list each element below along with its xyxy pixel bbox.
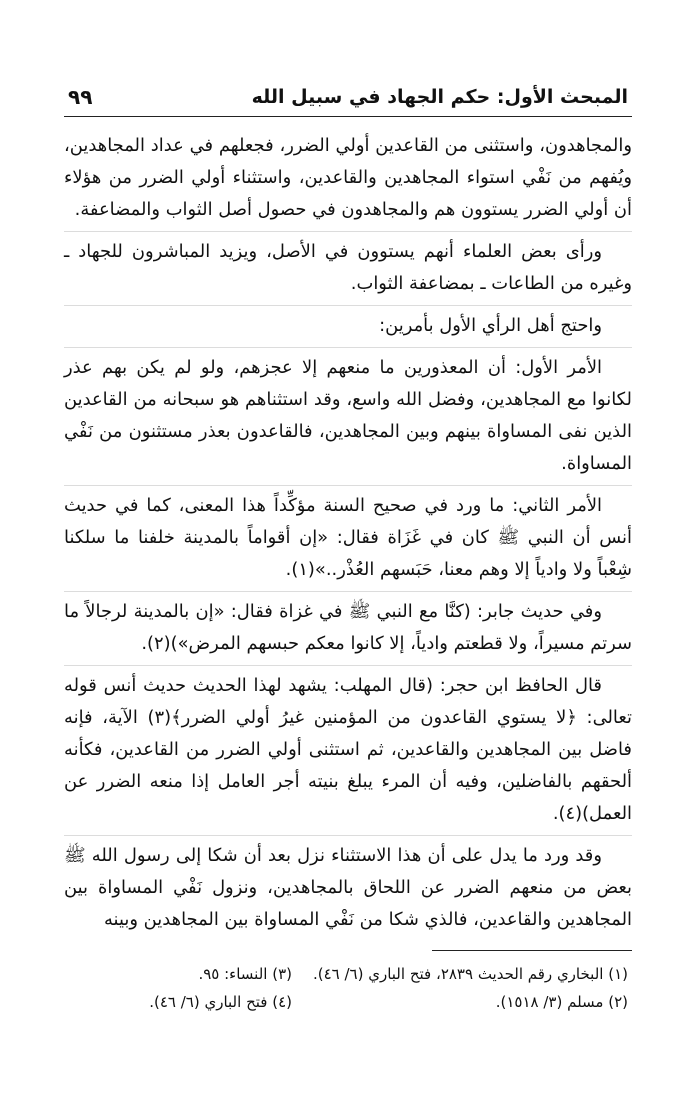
paragraph-8: وقد ورد ما يدل على أن هذا الاستثناء نزل بعد أن شكا إلى رسول الله ﷺ بعض من منعهم الضرر عن اللحاق بالمجاهدين، ونزول نَفْي المساواة بين المجاهدين والقاعدين، فالذي شكا من نَفْي المساواة بين المجاهدين وبينه [64, 835, 632, 936]
footnote-4: (٤) فتح الباري (٦/ ٤٦). [149, 993, 292, 1011]
main-text [64, 130, 632, 941]
footnote-2: (٢) مسلم (٣/ ١٥١٨). [495, 993, 628, 1011]
paragraph-5: الأمر الثاني: ما ورد في صحيح السنة مؤكِّداً هذا المعنى، كما في حديث أنس أن النبي ﷺ كان في غَزَاة فقال: «إن أقواماً بالمدينة خلفنا ما سلكنا شِعْباً ولا وادياً إلا وهم معنا، حَبَسهم العُذْر..»(١). [64, 485, 632, 586]
paragraph-4: الأمر الأول: أن المعذورين ما منعهم إلا عجزهم، ولو لم يكن بهم عذر لكانوا مع المجاهدين، وفضل الله واسع، وقد استثناهم هو سبحانه من القاعدين الذين نفى المساواة بينهم وبين المجاهدين، فالقاعدون بعذر مستثنون من نَفْي المساواة. [64, 347, 632, 480]
running-header [64, 82, 632, 112]
page-number: ٩٩ [68, 85, 93, 109]
footnote-divider [432, 950, 632, 951]
footnote-3: (٣) النساء: ٩٥. [198, 965, 292, 983]
footnote-1: (١) البخاري رقم الحديث ٢٨٣٩، فتح الباري (٦/ ٤٦). [312, 965, 628, 983]
paragraph-1: والمجاهدون، واستثنى من القاعدين أولي الضرر، فجعلهم في عداد المجاهدين، ويُفهم من نَفْي استواء المجاهدين والقاعدين، واستثناء أولي الضرر من هؤلاء أن أولي الضرر يستوون هم والمجاهدون في حصول أصل الثواب والمضاعفة. [64, 135, 632, 220]
chapter-title: المبحث الأول: حكم الجهاد في سبيل الله [251, 86, 628, 108]
footnote-row [64, 960, 632, 988]
header-divider [64, 116, 632, 117]
paragraph-2: ورأى بعض العلماء أنهم يستوون في الأصل، ويزيد المباشرون للجهاد ـ وغيره من الطاعات ـ بمضاعفة الثواب. [64, 231, 632, 300]
paragraph-7: قال الحافظ ابن حجر: (قال المهلب: يشهد لهذا الحديث حديث أنس قوله تعالى: ﴿لا يستوي القاعدون من المؤمنين غيرُ أولي الضرر﴾(٣) الآية، فإنه فاضل بين المجاهدين والقاعدين، ثم استثنى أولي الضرر من القاعدين، فكأنه ألحقهم بالفاضلين، وفيه أن المرء يبلغ بنيته أجر العامل إذا منعه الضرر عن العمل)(٤). [64, 665, 632, 830]
paragraph-6: وفي حديث جابر: (كنَّا مع النبي ﷺ في غزاة فقال: «إن بالمدينة لرجالاً ما سرتم مسيراً، ولا قطعتم وادياً، إلا كانوا معكم حبسهم المرض»)(٢). [64, 591, 632, 660]
footnotes [64, 960, 632, 1016]
footnote-row [64, 988, 632, 1016]
paragraph-3: واحتج أهل الرأي الأول بأمرين: [64, 305, 632, 342]
